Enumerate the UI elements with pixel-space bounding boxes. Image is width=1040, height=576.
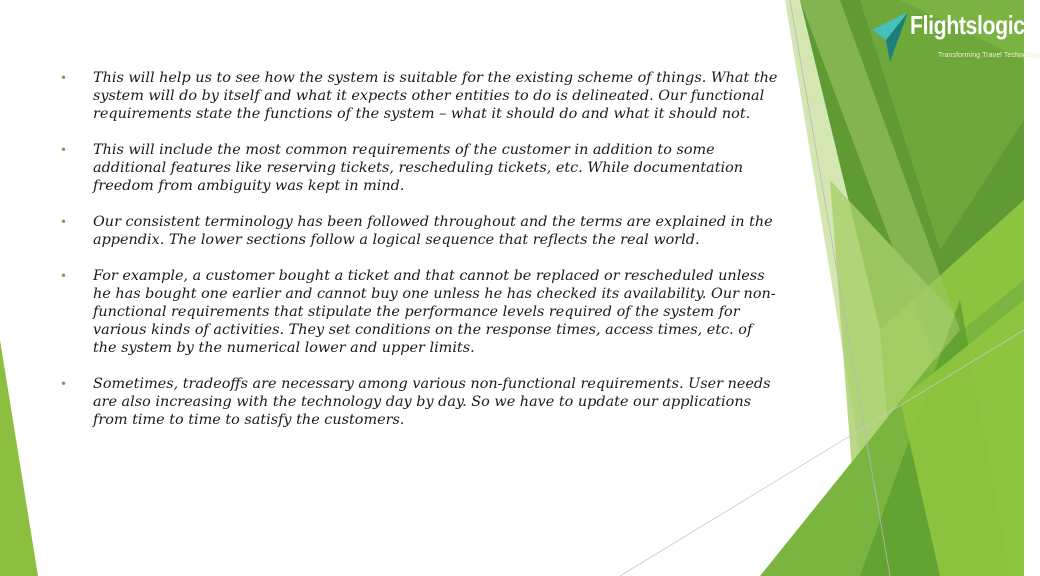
bullet-text: Sometimes, tradeoffs are necessary among various non-functional requirements. User needs are also increasing with the technology day by day. So we have to update our applications from time to time to satisfy the customers. xyxy=(93,376,771,428)
paper-plane-icon xyxy=(870,10,910,64)
bullet-item xyxy=(60,213,780,249)
bullet-list xyxy=(60,69,780,429)
bullet-text: Our consistent terminology has been followed throughout and the terms are explained in the appendix. The lower sections follow a logical sequence that reflects the real world. xyxy=(93,214,773,248)
bullet-icon: • xyxy=(60,143,68,157)
bullet-text: This will include the most common requirements of the customer in addition to some additional features like reserving tickets, rescheduling tickets, etc. While documentation freedom from ambiguity was kept in mind. xyxy=(93,142,744,194)
bullet-icon: • xyxy=(60,71,68,85)
bullet-item xyxy=(60,141,780,195)
bullet-text: For example, a customer bought a ticket and that cannot be replaced or rescheduled unless he has bought one earlier and cannot buy one unless he has checked its availability. Our non-functional requirements that stipulate the performance levels required of the system for various kinds of activities. They set conditions on the response times, access times, etc. of the system by the numerical lower and upper limits. xyxy=(93,268,776,356)
bullet-text: This will help us to see how the system is suitable for the existing scheme of things. What the system will do by itself and what it expects other entities to do is delineated. Our functional requirements state the functions of the system – what it should do and what it should not. xyxy=(93,70,778,122)
flightslogic-logo xyxy=(870,6,1040,66)
bullet-icon: • xyxy=(60,269,68,283)
slide-body xyxy=(60,69,780,447)
bullet-item xyxy=(60,267,780,357)
bullet-item xyxy=(60,375,780,429)
logo-tagline: Transforming Travel Technology xyxy=(938,52,1040,59)
logo-name: Flightslogic xyxy=(910,10,1025,40)
bullet-icon: • xyxy=(60,377,68,391)
bullet-item xyxy=(60,69,780,123)
bullet-icon: • xyxy=(60,215,68,229)
